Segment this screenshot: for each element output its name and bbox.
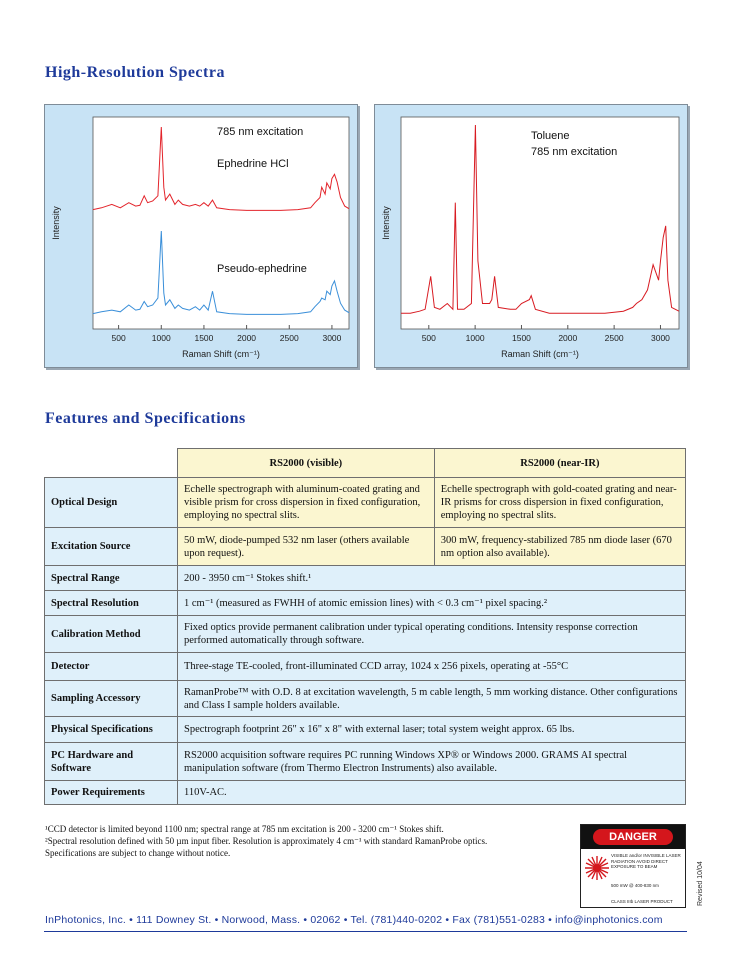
footer-rule bbox=[44, 931, 687, 932]
laser-starburst-icon bbox=[584, 855, 610, 881]
excitation-annotation: 785 nm excitation bbox=[531, 146, 618, 158]
table-row bbox=[45, 566, 686, 591]
danger-warning-text: VISIBLE and/or INVISIBLE LASER RADIATION AVOID DIRECT EXPOSURE TO BEAM bbox=[611, 853, 681, 869]
row-label: PC Hardware and Software bbox=[45, 743, 178, 781]
ephedrine-chart-panel bbox=[44, 104, 358, 368]
footnotes bbox=[45, 823, 487, 859]
header-blank-cell bbox=[45, 449, 178, 478]
x-tick-label: 500 bbox=[111, 333, 126, 343]
danger-laser-spec: 500 mW @ 400-830 nm bbox=[611, 883, 659, 888]
table-row bbox=[45, 528, 686, 566]
x-tick-label: 1000 bbox=[151, 333, 171, 343]
pseudo-ephedrine-annotation: Pseudo-ephedrine bbox=[217, 263, 307, 275]
x-tick-label: 1000 bbox=[465, 333, 485, 343]
row-label: Calibration Method bbox=[45, 616, 178, 653]
cell-visible: 50 mW, diode-pumped 532 nm laser (others available upon request). bbox=[178, 528, 435, 566]
cell-value: Fixed optics provide permanent calibration under typical operating conditions. Intensity response correction performed automatically through software. bbox=[178, 616, 686, 653]
row-label: Detector bbox=[45, 653, 178, 681]
danger-laser-class: CLASS IIIb LASER PRODUCT bbox=[611, 899, 673, 904]
excitation-annotation: 785 nm excitation bbox=[217, 126, 304, 138]
row-label: Spectral Range bbox=[45, 566, 178, 591]
table-row bbox=[45, 591, 686, 616]
cell-value: 1 cm⁻¹ (measured as FWHH of atomic emission lines) with < 0.3 cm⁻¹ pixel spacing.² bbox=[178, 591, 686, 616]
x-tick-label: 2500 bbox=[604, 333, 624, 343]
table-row bbox=[45, 681, 686, 717]
table-row bbox=[45, 616, 686, 653]
x-axis-label: Raman Shift (cm⁻¹) bbox=[501, 349, 579, 359]
plot-area bbox=[93, 117, 349, 329]
x-tick-label: 2000 bbox=[558, 333, 578, 343]
header-near-ir: RS2000 (near-IR) bbox=[434, 449, 685, 478]
ephedrine-annotation: Ephedrine HCl bbox=[217, 158, 289, 170]
toluene-chart-panel bbox=[374, 104, 688, 368]
toluene-annotation: Toluene bbox=[531, 130, 570, 142]
specifications-table bbox=[44, 448, 686, 805]
footnote-3: Specifications are subject to change without notice. bbox=[45, 848, 231, 858]
row-label: Power Requirements bbox=[45, 781, 178, 805]
x-axis-label: Raman Shift (cm⁻¹) bbox=[182, 349, 260, 359]
header-visible: RS2000 (visible) bbox=[178, 449, 435, 478]
cell-near-ir: Echelle spectrograph with gold-coated grating and near-IR prisms for cross dispersion in fixed configuration, employing no spectral slits. bbox=[434, 478, 685, 528]
laser-danger-label bbox=[580, 824, 686, 908]
footnote-1: ¹CCD detector is limited beyond 1100 nm; spectral range at 785 nm excitation is 200 - 3200 cm⁻¹ Stokes shift. bbox=[45, 824, 444, 834]
row-label: Optical Design bbox=[45, 478, 178, 528]
cell-value: RS2000 acquisition software requires PC running Windows XP® or Windows 2000. GRAMS AI spectral manipulation software (from Thermo Electron Instruments) also available. bbox=[178, 743, 686, 781]
x-tick-label: 1500 bbox=[512, 333, 531, 343]
footnote-2: ²Spectral resolution defined with 50 µm input fiber. Resolution is approximately 4 cm⁻¹ with standard RamanProbe optics. bbox=[45, 836, 488, 846]
row-label: Spectral Resolution bbox=[45, 591, 178, 616]
footer-contact: InPhotonics, Inc. • 111 Downey St. • Norwood, Mass. • 02062 • Tel. (781)440-0202 • Fax (781)551-0283 • info@inphotonics.com bbox=[45, 914, 663, 926]
cell-value: Three-stage TE-cooled, front-illuminated CCD array, 1024 x 256 pixels, operating at -55°C bbox=[178, 653, 686, 681]
danger-title: DANGER bbox=[593, 829, 673, 845]
cell-visible: Echelle spectrograph with aluminum-coated grating and visible prism for cross dispersion in fixed configuration, employing no spectral slits. bbox=[178, 478, 435, 528]
table-row bbox=[45, 717, 686, 743]
cell-value: 110V-AC. bbox=[178, 781, 686, 805]
x-tick-label: 3000 bbox=[651, 333, 670, 343]
cell-near-ir: 300 mW, frequency-stabilized 785 nm diode laser (670 nm option also available). bbox=[434, 528, 685, 566]
features-section-title: Features and Specifications bbox=[45, 410, 246, 427]
danger-header bbox=[581, 825, 685, 849]
cell-value: 200 - 3950 cm⁻¹ Stokes shift.¹ bbox=[178, 566, 686, 591]
x-tick-label: 2500 bbox=[279, 333, 299, 343]
spectra-section-title: High-Resolution Spectra bbox=[45, 64, 225, 81]
row-label: Physical Specifications bbox=[45, 717, 178, 743]
row-label: Excitation Source bbox=[45, 528, 178, 566]
x-tick-label: 1500 bbox=[194, 333, 214, 343]
row-label: Sampling Accessory bbox=[45, 681, 178, 717]
table-row bbox=[45, 478, 686, 528]
y-axis-label: Intensity bbox=[51, 206, 61, 240]
cell-value: RamanProbe™ with O.D. 8 at excitation wavelength, 5 m cable length, 5 mm working distance. Other configurations and Class I sample holders available. bbox=[178, 681, 686, 717]
x-tick-label: 2000 bbox=[237, 333, 257, 343]
ephedrine-chart bbox=[45, 105, 357, 367]
x-tick-label: 3000 bbox=[322, 333, 342, 343]
table-header-row bbox=[45, 449, 686, 478]
x-tick-label: 500 bbox=[421, 333, 436, 343]
table-row bbox=[45, 653, 686, 681]
cell-value: Spectrograph footprint 26" x 16" x 8" with external laser; total system weight approx. 65 lbs. bbox=[178, 717, 686, 743]
table-row bbox=[45, 781, 686, 805]
table-row bbox=[45, 743, 686, 781]
y-axis-label: Intensity bbox=[381, 206, 391, 240]
toluene-chart bbox=[375, 105, 687, 367]
revision-note: Revised 10/04 bbox=[697, 861, 704, 906]
